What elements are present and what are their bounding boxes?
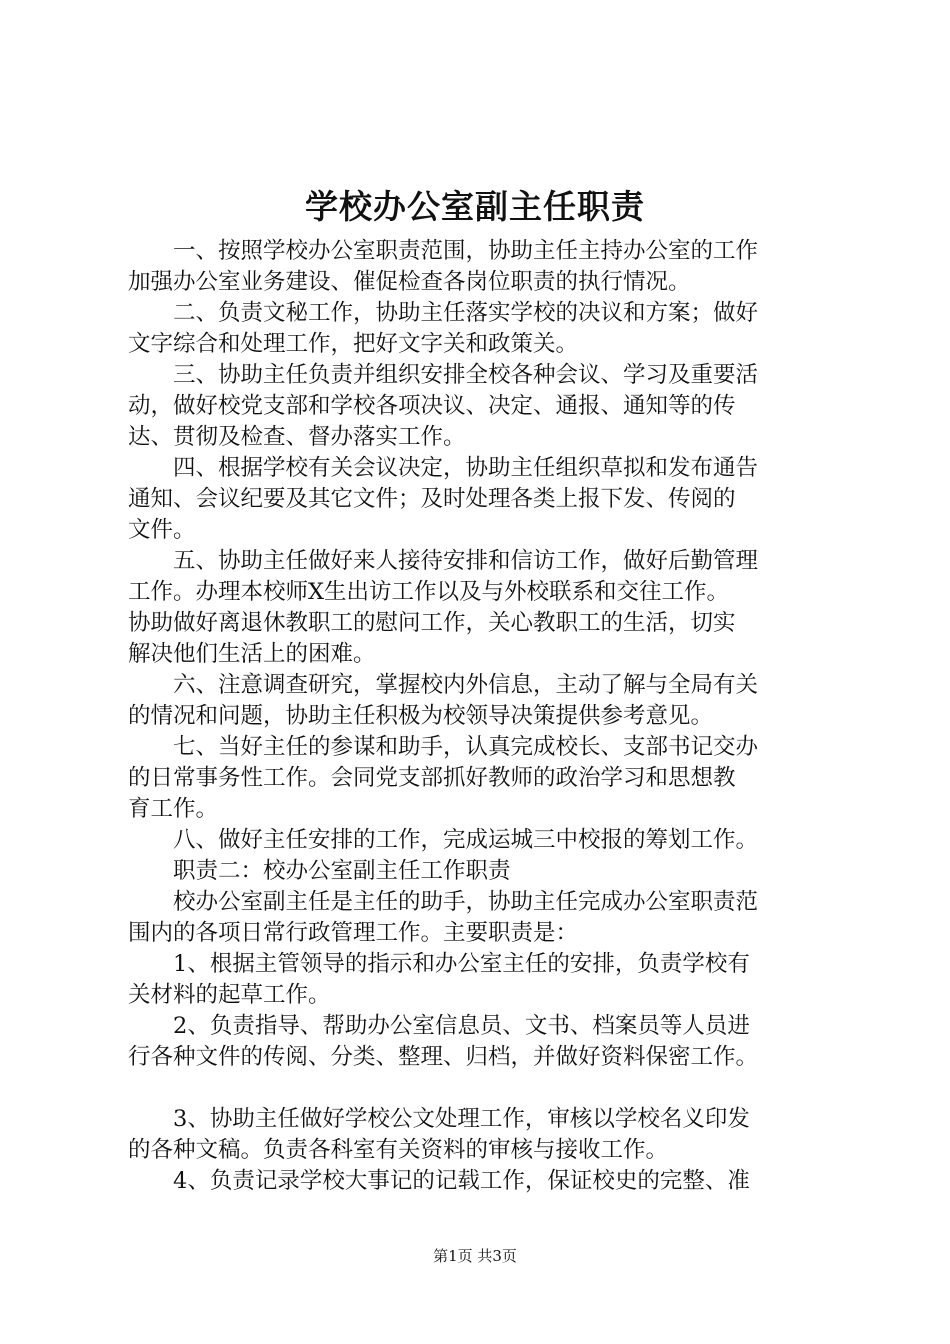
document-body <box>128 236 833 1197</box>
text-line: 4、负责记录学校大事记的记载工作，保证校史的完整、准 <box>173 1168 750 1194</box>
text-line: 二、负责文秘工作，协助主任落实学校的决议和方案；做好 <box>173 300 759 326</box>
text-line: 协助做好离退休教职工的慰问工作，关心教职工的生活，切实 <box>128 610 736 636</box>
text-line: 的日常事务性工作。会同党支部抓好教师的政治学习和思想教 <box>128 765 736 791</box>
text-line: 行各种文件的传阅、分类、整理、归档，并做好资料保密工作。 <box>128 1044 759 1070</box>
text-line: 校办公室副主任是主任的助手，协助主任完成办公室职责范 <box>173 889 759 915</box>
text-line: 七、当好主任的参谋和助手，认真完成校长、支部书记交办 <box>173 734 759 760</box>
text-line: 职责二：校办公室副主任工作职责 <box>173 858 511 884</box>
text-line: 动，做好校党支部和学校各项决议、决定、通报、通知等的传 <box>128 393 736 419</box>
text-line: 1、根据主管领导的指示和办公室主任的安排，负责学校有 <box>173 951 750 977</box>
text-line: 四、根据学校有关会议决定，协助主任组织草拟和发布通告 <box>173 455 759 481</box>
page-footer: 第1页 共3页 <box>433 1247 517 1265</box>
text-line: 文字综合和处理工作，把好文字关和政策关。 <box>128 331 579 357</box>
text-line: 三、协助主任负责并组织安排全校各种会议、学习及重要活 <box>173 362 759 388</box>
text-line: 3、协助主任做好学校公文处理工作，审核以学校名义印发 <box>173 1106 750 1132</box>
text-line: 2、负责指导、帮助办公室信息员、文书、档案员等人员进 <box>173 1013 750 1039</box>
text-line: 六、注意调查研究，掌握校内外信息，主动了解与全局有关 <box>173 672 759 698</box>
page-title: 学校办公室副主任职责 <box>305 187 645 226</box>
text-line: 的情况和问题，协助主任积极为校领导决策提供参考意见。 <box>128 703 714 729</box>
text-line: 的各种文稿。负责各科室有关资料的审核与接收工作。 <box>128 1137 669 1163</box>
text-line: 达、贯彻及检查、督办落实工作。 <box>128 424 466 450</box>
text-line: 通知、会议纪要及其它文件；及时处理各类上报下发、传阅的 <box>128 486 736 512</box>
text-line: 五、协助主任做好来人接待安排和信访工作，做好后勤管理 <box>173 548 759 574</box>
text-line: 加强办公室业务建设、催促检查各岗位职责的执行情况。 <box>128 269 691 295</box>
text-line: 围内的各项日常行政管理工作。主要职责是： <box>128 920 579 946</box>
text-line: 关材料的起草工作。 <box>128 982 331 1008</box>
text-line: 工作。办理本校师X生出访工作以及与外校联系和交往工作。 <box>128 579 730 605</box>
text-line: 文件。 <box>128 517 196 543</box>
blank-line <box>128 1073 833 1104</box>
text-line: 八、做好主任安排的工作，完成运城三中校报的筹划工作。 <box>173 827 759 853</box>
text-line: 一、按照学校办公室职责范围，协助主任主持办公室的工作 <box>173 238 759 264</box>
text-line: 育工作。 <box>128 796 219 822</box>
text-line: 解决他们生活上的困难。 <box>128 641 376 667</box>
